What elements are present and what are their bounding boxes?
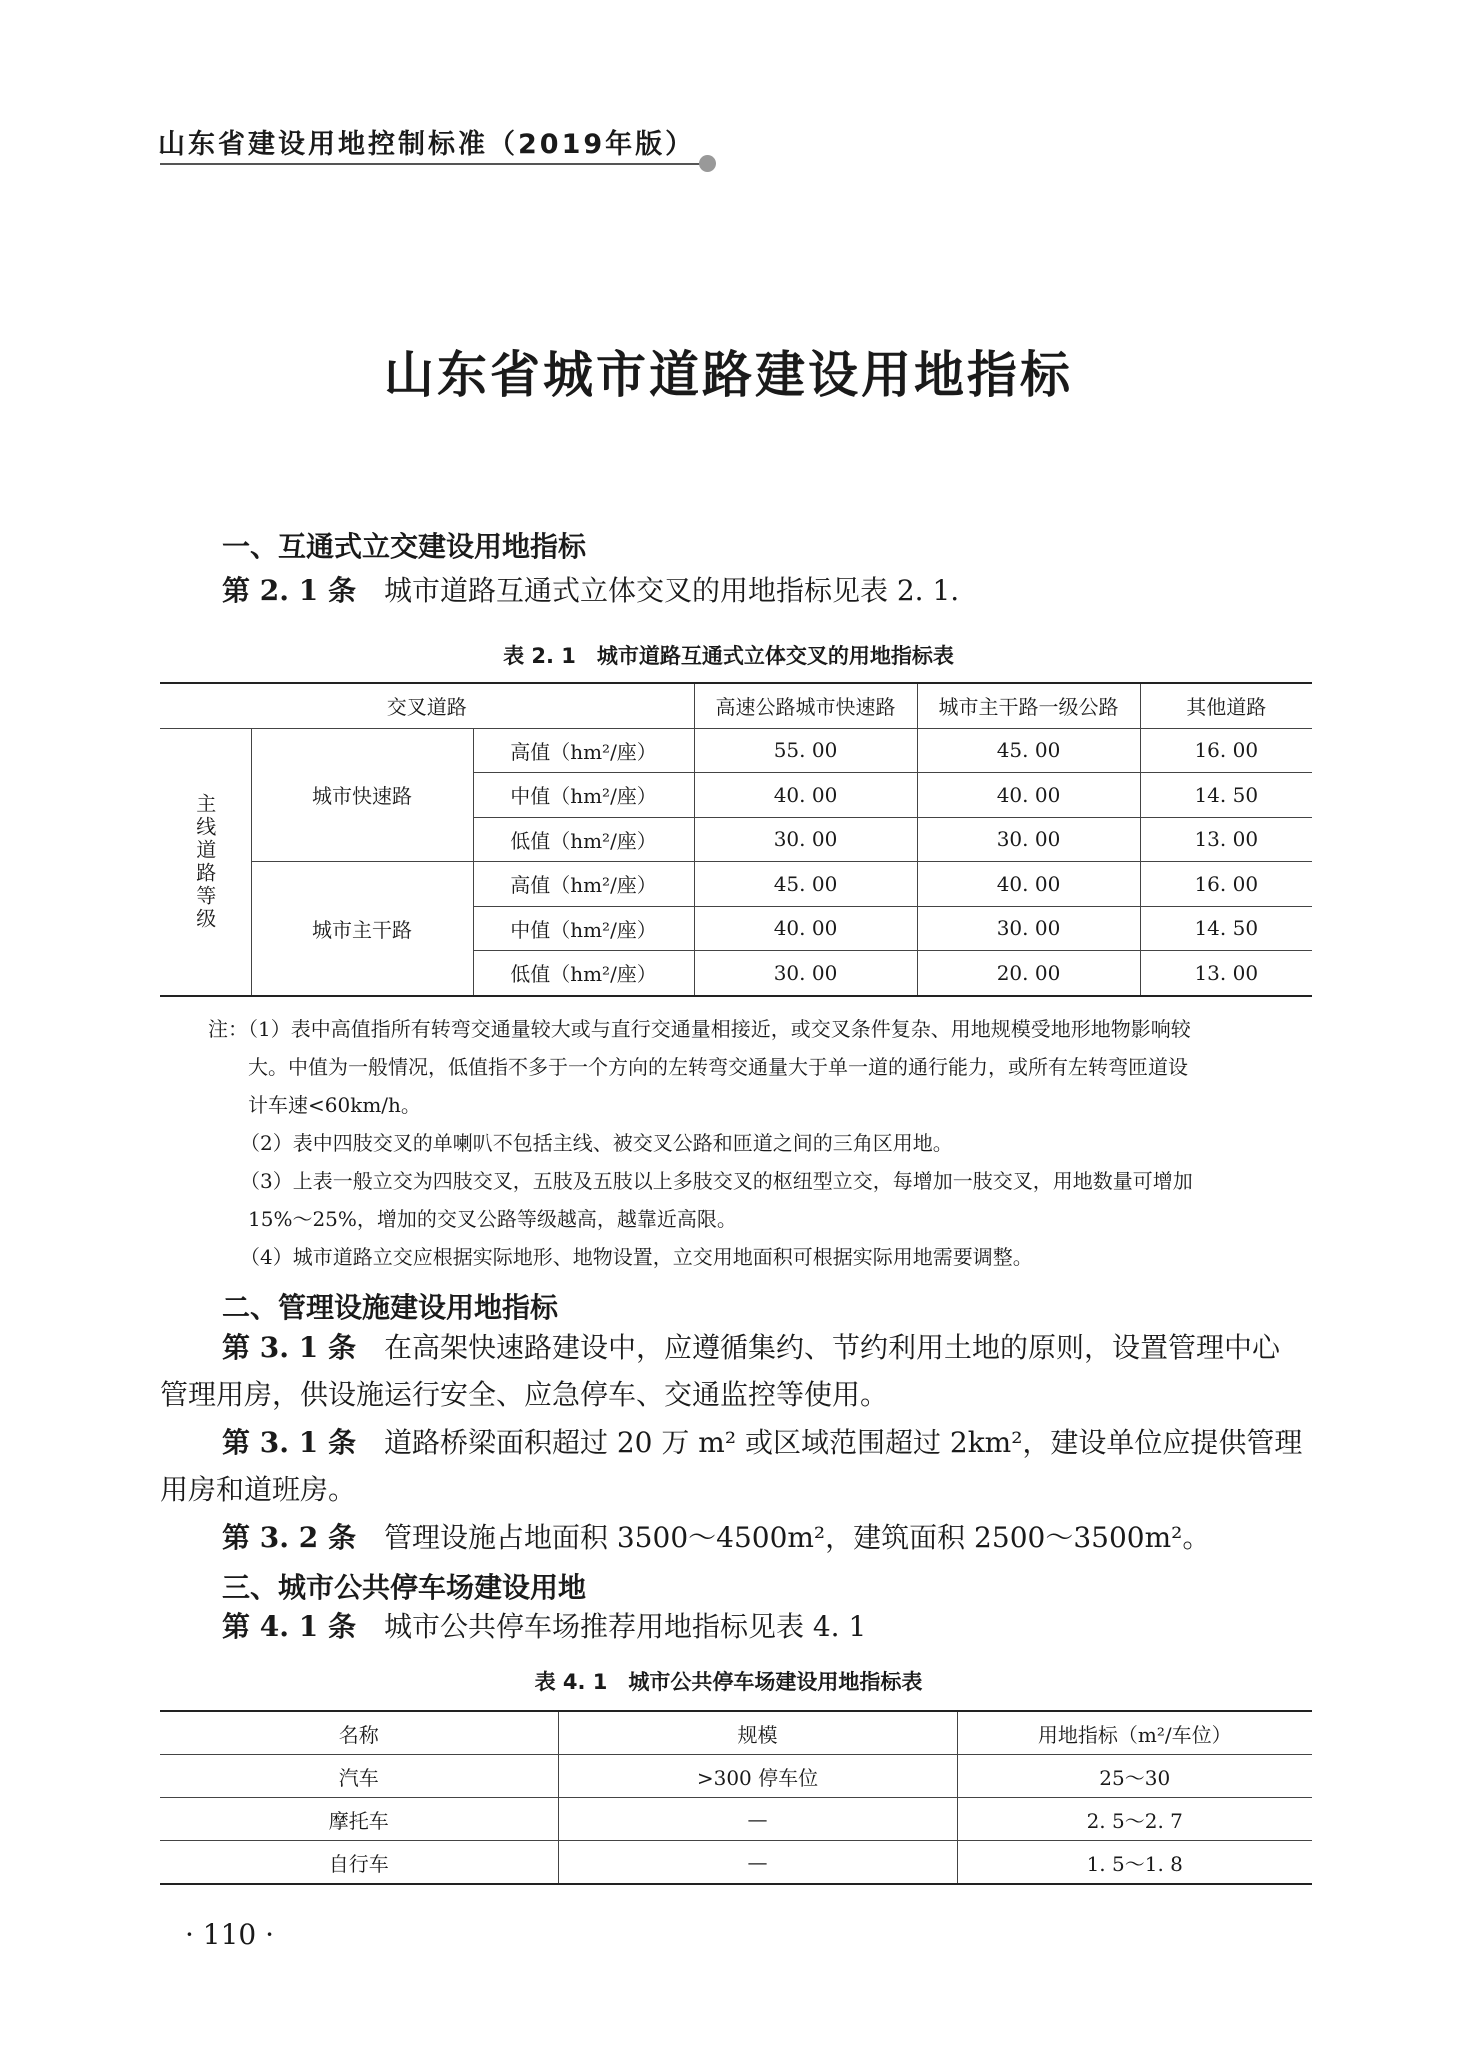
- side-label-cell: [160, 728, 251, 996]
- value-cell: 30. 00: [917, 817, 1140, 862]
- unit-label: （hm²/座）: [550, 873, 657, 898]
- header-cell: 规模: [558, 1711, 957, 1755]
- value-cell: 45. 00: [917, 728, 1140, 773]
- header-cell: 高速公路城市快速路: [694, 683, 917, 728]
- table-cell: 自行车: [160, 1841, 558, 1885]
- value-cell: 16. 00: [1140, 862, 1312, 907]
- clause-3-2: [222, 1515, 1312, 1561]
- value-cell: 40. 00: [694, 773, 917, 818]
- clause-2-1: [222, 568, 1312, 614]
- header-dot: [699, 155, 716, 172]
- value-cell: 45. 00: [694, 862, 917, 907]
- value-cell: 40. 00: [917, 862, 1140, 907]
- unit-label: （hm²/座）: [550, 739, 657, 764]
- table-row: [160, 1841, 1312, 1885]
- level-label: 中值: [510, 784, 551, 809]
- value-cell: 30. 00: [694, 817, 917, 862]
- note-line: 计车速<60km/h。: [248, 1093, 421, 1117]
- unit-label: （hm²/座）: [550, 828, 657, 853]
- level-cell: [473, 862, 694, 907]
- clause-number: 第 2. 1 条: [222, 574, 356, 607]
- table-cell: 1. 5～1. 8: [957, 1841, 1312, 1885]
- table-2-1-caption: 表 2. 1 城市道路互通式立体交叉的用地指标表: [503, 644, 954, 668]
- note-line: （2）表中四肢交叉的单喇叭不包括主线、被交叉公路和匝道之间的三角区用地。: [240, 1131, 953, 1155]
- clause-text: 道路桥梁面积超过 20 万 m² 或区域范围超过 2km²，建设单位应提供管理: [383, 1426, 1303, 1459]
- table-cell: >300 停车位: [558, 1755, 957, 1798]
- clause-number: 第 4. 1 条: [222, 1610, 356, 1643]
- header-cell: 用地指标（m²/车位）: [957, 1711, 1312, 1755]
- section-heading-3: 三、城市公共停车场建设用地: [222, 1571, 587, 1604]
- side-label: 主线道路等级: [192, 792, 217, 931]
- level-cell: [473, 817, 694, 862]
- value-cell: 13. 00: [1140, 817, 1312, 862]
- header-cell: 交叉道路: [160, 683, 694, 728]
- clause-text: 城市公共停车场推荐用地指标见表 4. 1: [383, 1610, 867, 1643]
- unit-label: （hm²/座）: [550, 917, 657, 942]
- table-row: [160, 1755, 1312, 1798]
- level-cell: [473, 728, 694, 773]
- header-cell: 城市主干路一级公路: [917, 683, 1140, 728]
- header-rule: [160, 163, 705, 165]
- note-line: （4）城市道路立交应根据实际地形、地物设置，立交用地面积可根据实际用地需要调整。: [240, 1245, 1033, 1269]
- table-row: [160, 728, 1312, 773]
- note-line: 大。中值为一般情况，低值指不多于一个方向的左转弯交通量大于单一道的通行能力，或所有左转弯匝道设: [248, 1055, 1188, 1079]
- table-header-row: [160, 683, 1312, 728]
- table-cell: 25～30: [957, 1755, 1312, 1798]
- level-label: 高值: [510, 739, 551, 764]
- table-cell: —: [558, 1798, 957, 1841]
- clause-number: 第 3. 1 条: [222, 1426, 356, 1459]
- level-label: 高值: [510, 873, 551, 898]
- clause-text: 管理设施占地面积 3500～4500m²，建筑面积 2500～3500m²。: [383, 1521, 1211, 1554]
- unit-label: （hm²/座）: [550, 784, 657, 809]
- section-heading-1: 一、互通式立交建设用地指标: [222, 530, 587, 563]
- table-cell: 汽车: [160, 1755, 558, 1798]
- value-cell: 13. 00: [1140, 951, 1312, 996]
- clause-3-1-a: [222, 1325, 1312, 1371]
- value-cell: 14. 50: [1140, 773, 1312, 818]
- table-header-row: [160, 1711, 1312, 1755]
- table-notes: [208, 1010, 1313, 1276]
- clause-4-1: [222, 1604, 1312, 1650]
- table-row: [160, 1798, 1312, 1841]
- note-line: 15%～25%，增加的交叉公路等级越高，越靠近高限。: [248, 1207, 737, 1231]
- group-name: 城市快速路: [251, 728, 473, 862]
- unit-label: （hm²/座）: [550, 962, 657, 987]
- table-cell: 摩托车: [160, 1798, 558, 1841]
- header-cell: 名称: [160, 1711, 558, 1755]
- page-number: · 110 ·: [185, 1918, 275, 1951]
- table-cell: —: [558, 1841, 957, 1885]
- clause-text: 在高架快速路建设中，应遵循集约、节约利用土地的原则，设置管理中心: [383, 1331, 1280, 1364]
- table-cell: 2. 5～2. 7: [957, 1798, 1312, 1841]
- header-cell: 其他道路: [1140, 683, 1312, 728]
- value-cell: 40. 00: [694, 906, 917, 951]
- value-cell: 55. 00: [694, 728, 917, 773]
- level-label: 低值: [510, 962, 551, 987]
- table-4-1: [160, 1710, 1312, 1885]
- clause-number: 第 3. 1 条: [222, 1331, 356, 1364]
- clause-continuation: 管理用房，供设施运行安全、应急停车、交通监控等使用。: [160, 1378, 889, 1411]
- value-cell: 20. 00: [917, 951, 1140, 996]
- group-name: 城市主干路: [251, 862, 473, 996]
- clause-number: 第 3. 2 条: [222, 1521, 356, 1554]
- document-title: 山东省城市道路建设用地指标: [384, 345, 1073, 404]
- clause-text: 城市道路互通式立体交叉的用地指标见表 2. 1.: [383, 574, 960, 607]
- value-cell: 30. 00: [917, 906, 1140, 951]
- value-cell: 30. 00: [694, 951, 917, 996]
- table-2-1: [160, 682, 1312, 997]
- level-label: 低值: [510, 828, 551, 853]
- table-4-1-caption: 表 4. 1 城市公共停车场建设用地指标表: [534, 1670, 923, 1694]
- value-cell: 16. 00: [1140, 728, 1312, 773]
- value-cell: 40. 00: [917, 773, 1140, 818]
- running-header: 山东省建设用地控制标准（2019年版）: [158, 129, 696, 160]
- section-heading-2: 二、管理设施建设用地指标: [222, 1291, 559, 1324]
- level-label: 中值: [510, 917, 551, 942]
- table-row: [160, 862, 1312, 907]
- note-line: 注：（1）表中高值指所有转弯交通量较大或与直行交通量相接近，或交叉条件复杂、用地规模受地形地物影响较: [208, 1017, 1191, 1041]
- level-cell: [473, 951, 694, 996]
- value-cell: 14. 50: [1140, 906, 1312, 951]
- clause-3-1-b: [222, 1420, 1312, 1466]
- clause-continuation: 用房和道班房。: [160, 1473, 357, 1506]
- level-cell: [473, 773, 694, 818]
- note-line: （3）上表一般立交为四肢交叉，五肢及五肢以上多肢交叉的枢纽型立交，每增加一肢交叉，用地数量可增加: [240, 1169, 1193, 1193]
- level-cell: [473, 906, 694, 951]
